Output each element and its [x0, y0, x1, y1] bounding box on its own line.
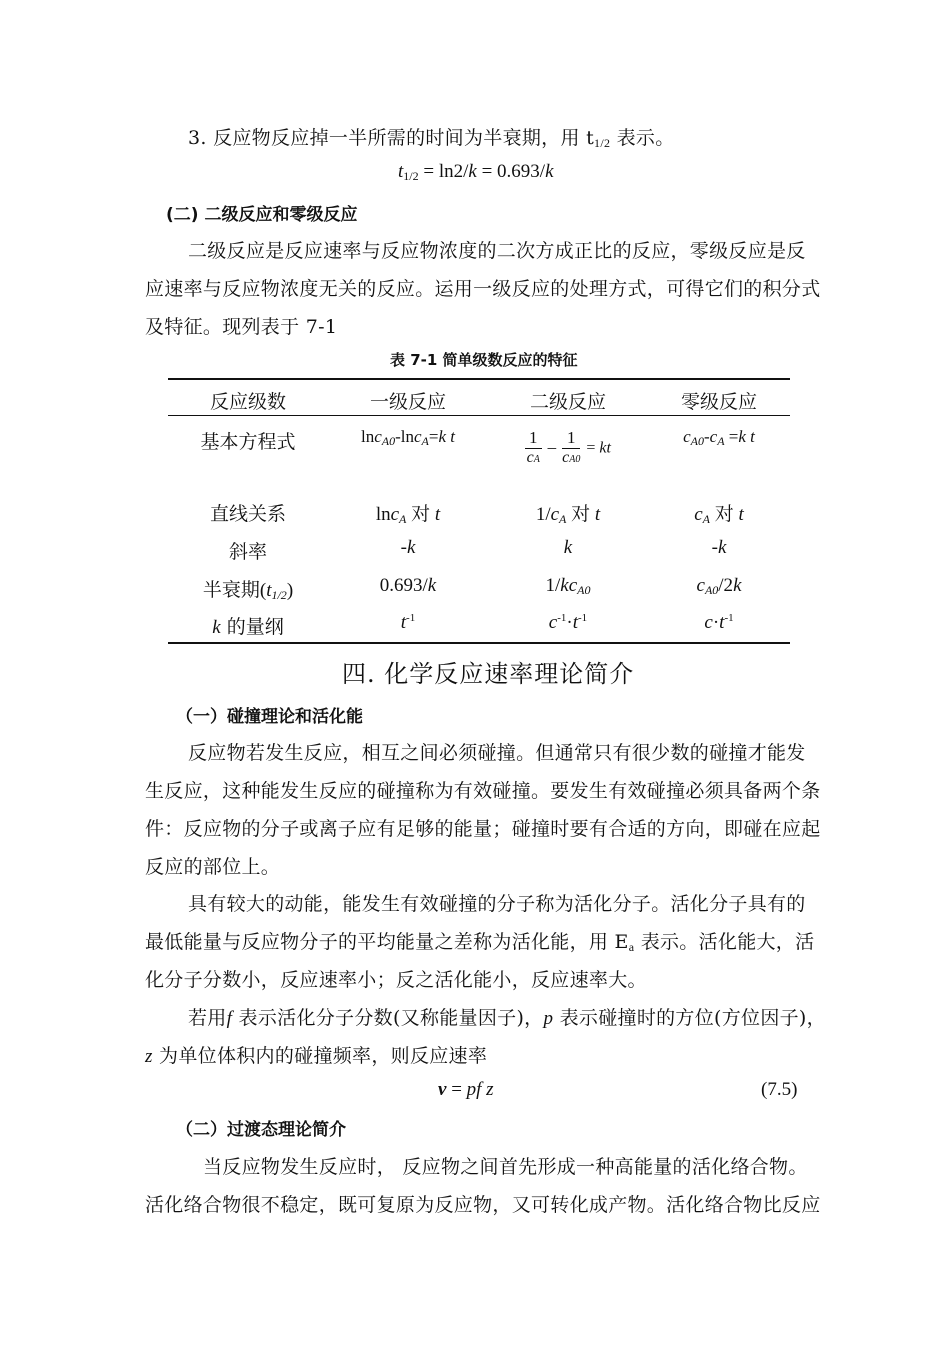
paragraph-line: 生反应，这种能发生反应的碰撞称为有效碰撞。要发生有效碰撞必须具备两个条	[145, 780, 821, 802]
fraction-numerator: 1	[566, 428, 576, 447]
fraction-numerator: 1	[529, 428, 538, 447]
table-row-label: 斜率	[228, 541, 267, 563]
heading-second-zero-order: (二) 二级反应和零级反应	[166, 205, 358, 225]
formula-k: k	[468, 161, 477, 182]
zero-order-equation: cA0-cA =k t	[683, 427, 755, 448]
table-row-label: k 的量纲	[212, 616, 284, 638]
paragraph-line: 件：反应物的分子或离子应有足够的能量；碰撞时要有合适的方向，即碰在应起	[145, 818, 821, 840]
fraction-denominator: cA0	[562, 449, 581, 466]
table-cell: -k	[400, 537, 416, 558]
second-order-equation: $\frac{1}{cA}$ – $\frac{1}{cA0}$ = kt	[526, 428, 611, 466]
table-header-rule	[168, 415, 790, 416]
text-run: 表示。活化能大，活	[634, 931, 815, 953]
table-cell: $c\cdot t^{-1}$	[704, 612, 734, 633]
paragraph-line: 二级反应是反应速率与反应物浓度的二次方成正比的反应，零级反应是反	[188, 240, 806, 262]
paragraph-line: 反应的部位上。	[145, 856, 281, 878]
table-cell: k	[563, 537, 573, 558]
formula-part: = ln2/	[418, 161, 469, 182]
text-run: 表示碰撞时的方位(方位因子)，	[553, 1007, 826, 1029]
formula-t-sub: 1/2	[403, 169, 419, 183]
heading-transition-state: （二）过渡态理论简介	[176, 1120, 346, 1140]
symbol-z: z	[145, 1046, 153, 1067]
half-life-text: 3. 反应物反应掉一半所需的时间为半衰期，用 t	[188, 127, 595, 149]
table-header: 反应级数	[209, 391, 286, 413]
symbol-p: p	[543, 1008, 554, 1029]
paragraph-line	[145, 927, 814, 954]
table-cell: $c^{-1}\cdot t^{-1}$	[548, 612, 588, 633]
text-run: 为单位体积内的碰撞频率，则反应速率	[152, 1045, 488, 1067]
section-title: 四. 化学反应速率理论简介	[342, 660, 635, 688]
table-row-label: 基本方程式	[200, 431, 296, 453]
fraction-denominator: cA	[526, 449, 540, 466]
table-cell: lncA 对 t	[375, 504, 441, 526]
paragraph-line: 活化络合物很不稳定，既可复原为反应物，又可转化成产物。活化络合物比反应	[145, 1194, 821, 1216]
table-caption: 表 7-1 简单级数反应的特征	[390, 351, 578, 369]
table-top-rule	[168, 378, 790, 380]
paragraph-line	[188, 1003, 826, 1030]
formula-part: = 0.693/	[476, 161, 546, 182]
symbol-f: f	[226, 1008, 233, 1029]
text-run: 若用	[188, 1007, 227, 1029]
first-order-equation: lncA0-lncA=k t	[360, 427, 456, 448]
subscript: a	[628, 940, 635, 954]
half-life-subscript: 1/2	[594, 136, 611, 150]
paragraph-line: 反应物若发生反应，相互之间必须碰撞。但通常只有很少数的碰撞才能发	[188, 742, 806, 764]
half-life-tail: 表示。	[610, 127, 675, 149]
paragraph-line: 及特征。现列表于 7-1	[145, 316, 338, 338]
paragraph-line: 应速率与反应物浓度无关的反应。运用一级反应的处理方式，可得它们的积分式	[145, 278, 821, 300]
table-header: 二级反应	[529, 391, 606, 413]
paragraph-line: 当反应物发生反应时， 反应物之间首先形成一种高能量的活化络合物。	[203, 1156, 808, 1178]
table-cell: 1/kcA0	[545, 575, 591, 597]
half-life-definition	[188, 123, 675, 150]
half-life-formula	[398, 161, 554, 183]
fraction	[525, 428, 542, 467]
text-run: 最低能量与反应物分子的平均能量之差称为活化能，用 E	[145, 931, 629, 953]
table-cell: cA0/2k	[696, 575, 742, 597]
table-cell: -k	[711, 537, 727, 558]
table-cell: 1/cA 对 t	[535, 504, 601, 526]
paragraph-line	[145, 1041, 487, 1068]
formula-eq: =	[446, 1079, 467, 1100]
fraction	[562, 428, 580, 467]
paragraph-line: 具有较大的动能，能发生有效碰撞的分子称为活化分子。活化分子具有的	[188, 893, 806, 915]
formula-k: k	[545, 161, 554, 182]
table-row-label: 直线关系	[209, 503, 286, 525]
table-bottom-rule	[168, 642, 790, 644]
rate-formula	[438, 1079, 494, 1101]
table-header: 零级反应	[680, 391, 757, 413]
table-cell: $t^{-1}$	[400, 612, 416, 633]
text-run: 表示活化分子分数(又称能量因子)，	[232, 1007, 544, 1029]
table-row-label: 半衰期(t1/2)	[202, 580, 294, 602]
table-cell: cA 对 t	[694, 504, 744, 526]
formula-v: v	[438, 1079, 447, 1100]
heading-collision-theory: （一）碰撞理论和活化能	[176, 707, 363, 727]
formula-t: t	[398, 161, 404, 182]
equation-number: (7.5)	[761, 1079, 798, 1100]
table-header: 一级反应	[369, 391, 446, 413]
formula-rhs: pf z	[466, 1079, 494, 1100]
table-cell: 0.693/k	[379, 575, 437, 596]
paragraph-line: 化分子分数小，反应速率小；反之活化能小，反应速率大。	[145, 969, 647, 991]
